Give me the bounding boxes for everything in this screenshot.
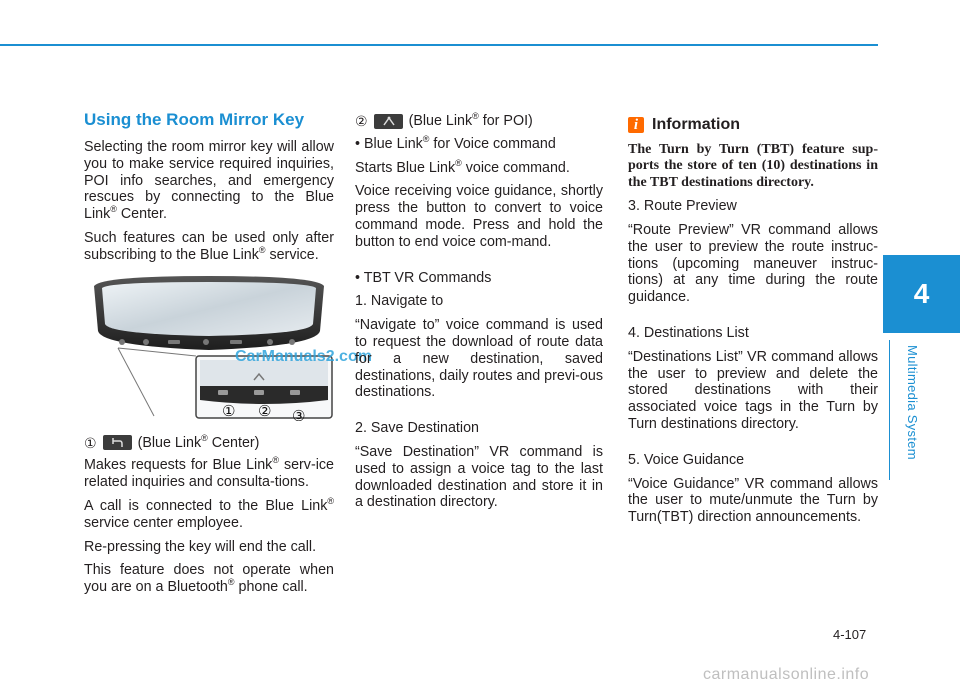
step-navigate-to-body: “Navigate to” voice command is used to request the download of route data for a new destination, saved destinations, daily routes and previ-ous destinations. xyxy=(355,317,603,401)
key-1-label: (Blue Link® Center) xyxy=(137,432,260,451)
step-route-preview-body: “Route Preview” VR command allows the user to preview the route instruc-tions (upcoming maneuver instruc-tions) at any time during the route guidance. xyxy=(628,222,878,306)
paragraph-voice-guidance: Voice receiving voice guidance, shortly press the button to convert to voice command mode. Press and hold the button to end voice com-mand. xyxy=(355,183,603,250)
callout-2: ② xyxy=(258,401,272,420)
page-number: 4-107 xyxy=(833,627,867,642)
callout-1: ① xyxy=(222,401,236,420)
step-navigate-to: 1. Navigate to xyxy=(355,293,444,310)
paragraph-requests: Makes requests for Blue Link® serv-ice related inquiries and consulta-tions. xyxy=(84,455,334,491)
bullet-tbt-vr-commands: • TBT VR Commands xyxy=(355,269,492,286)
key-blue-link-center xyxy=(84,432,334,452)
header-rule xyxy=(0,44,878,46)
step-route-preview: 3. Route Preview xyxy=(628,198,737,215)
blue-link-center-key-icon xyxy=(103,435,132,450)
marker-2: ② xyxy=(355,113,368,129)
paragraph-bluetooth: This feature does not operate when you are on a Bluetooth® phone call. xyxy=(84,562,334,596)
key-2-label: (Blue Link® for POI) xyxy=(408,111,533,129)
column-right xyxy=(628,113,878,533)
blue-link-poi-key-icon xyxy=(374,114,403,129)
chapter-tab: 4 xyxy=(883,255,960,333)
info-header xyxy=(628,117,878,134)
chapter-label: Multimedia System xyxy=(905,345,920,460)
info-intro: The Turn by Turn (TBT) feature sup-ports the store of ten (10) destinations in the TBT destinations directory. xyxy=(628,141,878,190)
section-title: Using the Room Mirror Key xyxy=(84,110,305,129)
footer-watermark: carmanualsonline.info xyxy=(703,666,870,683)
column-middle xyxy=(355,113,603,518)
paragraph-call-connected: A call is connected to the Blue Link® service center employee. xyxy=(84,496,334,531)
step-voice-guidance-body: “Voice Guidance” VR command allows the user to mute/unmute the Turn by Turn(TBT) direction announcements. xyxy=(628,475,878,526)
information-icon: i xyxy=(628,117,644,133)
marker-1: ① xyxy=(84,434,97,451)
step-save-destination-body: “Save Destination” VR command is used to assign a voice tag to the last downloaded destination and store it in a destination directory. xyxy=(355,443,603,511)
paragraph-repress: Re-pressing the key will end the call. xyxy=(84,538,317,555)
paragraph-subscription: Such features can be used only after subscribing to the Blue Link® service. xyxy=(84,229,334,263)
step-destinations-list: 4. Destinations List xyxy=(628,325,749,342)
room-mirror-illustration xyxy=(84,276,334,421)
column-left xyxy=(84,110,334,603)
step-save-destination: 2. Save Destination xyxy=(355,420,479,437)
info-title: Information xyxy=(652,116,740,133)
chapter-rule xyxy=(889,340,890,480)
callout-3: ③ xyxy=(292,406,306,421)
key-blue-link-poi xyxy=(355,113,603,130)
step-destinations-list-body: “Destinations List” VR command allows the user to preview and delete the stored destinations with their associated voice tags in the Turn by Turn destinations directory. xyxy=(628,348,878,433)
paragraph-intro: Selecting the room mirror key will allow you to make service required inquiries, POI info searches, and emergency rescues by connecting to the Blue Link® Center. xyxy=(84,139,334,223)
paragraph-starts-voice: Starts Blue Link® voice command. xyxy=(355,157,570,176)
bullet-voice-command: • Blue Link® for Voice command xyxy=(355,134,556,152)
watermark-text: CarManuals2.com xyxy=(235,348,372,365)
step-voice-guidance: 5. Voice Guidance xyxy=(628,451,745,468)
